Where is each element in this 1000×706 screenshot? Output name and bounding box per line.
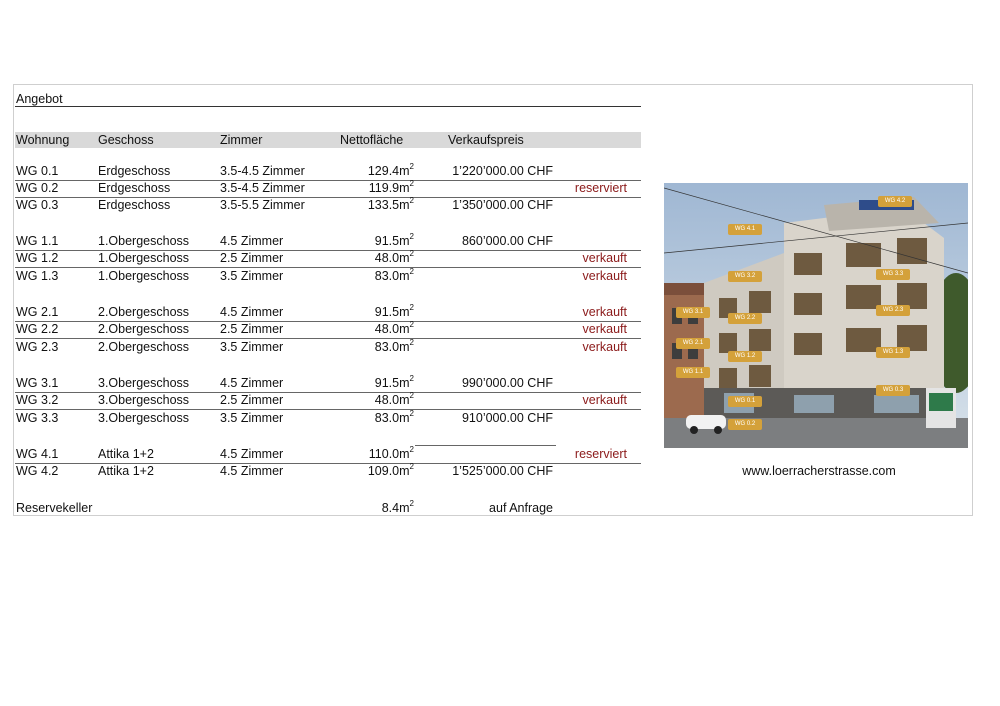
website-link[interactable]: www.loerracherstrasse.com bbox=[742, 464, 896, 478]
section-title: Angebot bbox=[16, 92, 63, 106]
net-area: $48.0m^2$ bbox=[374, 248, 414, 265]
apartment-id: WG 0.1 bbox=[16, 164, 59, 178]
rooms: 4.5 Zimmer bbox=[220, 376, 284, 390]
floor: Erdgeschoss bbox=[98, 164, 171, 178]
rooms: 3.5 Zimmer bbox=[220, 269, 284, 283]
net-area: $129.4m^2$ bbox=[367, 161, 414, 178]
apartment-tag: WG 0.3 bbox=[876, 385, 910, 396]
sale-price: 990’000.00 CHF bbox=[461, 376, 553, 390]
apartment-id: WG 0.2 bbox=[16, 181, 59, 195]
rooms: 3.5-5.5 Zimmer bbox=[220, 198, 305, 212]
table-row bbox=[15, 392, 641, 410]
net-area: $119.9m^2$ bbox=[368, 178, 414, 195]
header-wohnung: Wohnung bbox=[16, 133, 70, 147]
net-area: $91.5m^2$ bbox=[374, 373, 414, 390]
reserve-row bbox=[15, 500, 641, 517]
rooms: 4.5 Zimmer bbox=[220, 305, 284, 319]
apartment-id: WG 3.3 bbox=[16, 411, 59, 425]
sale-price: 1’525’000.00 CHF bbox=[452, 464, 553, 478]
floor: 2.Obergeschoss bbox=[98, 340, 190, 354]
apartment-tag: WG 0.2 bbox=[728, 419, 762, 430]
net-area: $83.0m^2$ bbox=[374, 408, 414, 425]
apartment-id: WG 2.3 bbox=[16, 340, 59, 354]
net-area: $83.0m^2$ bbox=[374, 337, 414, 354]
header-verkaufspreis: Verkaufspreis bbox=[448, 133, 524, 147]
sale-price: 1’350’000.00 CHF bbox=[452, 198, 553, 212]
net-area: $48.0m^2$ bbox=[374, 319, 414, 336]
apartment-id: WG 3.1 bbox=[16, 376, 59, 390]
net-area: $110.0m^2$ bbox=[368, 444, 414, 461]
net-area: $83.0m^2$ bbox=[374, 266, 414, 283]
floor: 1.Obergeschoss bbox=[98, 234, 190, 248]
table-row bbox=[15, 339, 641, 356]
status-badge: verkauft bbox=[582, 322, 627, 336]
table-row bbox=[15, 268, 641, 285]
rooms: 3.5 Zimmer bbox=[220, 340, 284, 354]
net-area: $48.0m^2$ bbox=[374, 390, 414, 407]
table-row bbox=[15, 321, 641, 339]
apartment-id: WG 1.2 bbox=[16, 251, 59, 265]
net-area: $133.5m^2$ bbox=[367, 195, 414, 212]
apartment-tag: WG 4.1 bbox=[728, 224, 762, 235]
apartment-tag: WG 3.2 bbox=[728, 271, 762, 282]
table-row bbox=[15, 233, 641, 251]
apartment-tag: WG 2.2 bbox=[728, 313, 762, 324]
sale-price: 1’220’000.00 CHF bbox=[452, 164, 553, 178]
floor: 1.Obergeschoss bbox=[98, 251, 190, 265]
table-row bbox=[15, 163, 641, 181]
apartment-id: WG 2.1 bbox=[16, 305, 59, 319]
apartment-tag: WG 2.3 bbox=[876, 305, 910, 316]
net-area: $109.0m^2$ bbox=[367, 461, 414, 478]
table-row bbox=[15, 463, 641, 480]
floor: 2.Obergeschoss bbox=[98, 322, 190, 336]
floor: Attika 1+2 bbox=[98, 464, 154, 478]
floor: 3.Obergeschoss bbox=[98, 411, 190, 425]
rooms: 2.5 Zimmer bbox=[220, 393, 284, 407]
reserve-area: $8.4m^2$ bbox=[381, 498, 414, 515]
net-area: $91.5m^2$ bbox=[374, 302, 414, 319]
apartment-id: WG 3.2 bbox=[16, 393, 59, 407]
apartment-tag: WG 1.2 bbox=[728, 351, 762, 362]
rooms: 4.5 Zimmer bbox=[220, 234, 284, 248]
apartment-tag: WG 1.1 bbox=[676, 367, 710, 378]
floor: Attika 1+2 bbox=[98, 447, 154, 461]
status-badge: reserviert bbox=[574, 447, 627, 461]
rooms: 3.5 Zimmer bbox=[220, 411, 284, 425]
apartment-id: WG 4.2 bbox=[16, 464, 59, 478]
status-badge: verkauft bbox=[582, 251, 627, 265]
apartment-id: WG 0.3 bbox=[16, 198, 59, 212]
apartment-tag: WG 1.3 bbox=[876, 347, 910, 358]
table-row bbox=[15, 180, 641, 198]
status-badge: verkauft bbox=[582, 393, 627, 407]
apartment-id: WG 2.2 bbox=[16, 322, 59, 336]
floor: 1.Obergeschoss bbox=[98, 269, 190, 283]
reserve-label: Reservekeller bbox=[16, 501, 93, 515]
rooms: 2.5 Zimmer bbox=[220, 322, 284, 336]
apartment-id: WG 1.3 bbox=[16, 269, 59, 283]
apartment-id: WG 4.1 bbox=[16, 447, 59, 461]
title-divider bbox=[15, 106, 641, 107]
apartment-tag: WG 0.1 bbox=[728, 396, 762, 407]
sale-price: 860’000.00 CHF bbox=[461, 234, 553, 248]
table-row bbox=[15, 197, 641, 214]
building-photo bbox=[664, 183, 968, 448]
rooms: 3.5-4.5 Zimmer bbox=[220, 164, 305, 178]
status-badge: verkauft bbox=[582, 340, 627, 354]
rooms: 2.5 Zimmer bbox=[220, 251, 284, 265]
sale-price: 910’000.00 CHF bbox=[461, 411, 553, 425]
rooms: 4.5 Zimmer bbox=[220, 447, 284, 461]
header-zimmer: Zimmer bbox=[220, 133, 263, 147]
table-row bbox=[15, 304, 641, 322]
status-badge: verkauft bbox=[582, 269, 627, 283]
rooms: 4.5 Zimmer bbox=[220, 464, 284, 478]
table-row bbox=[15, 250, 641, 268]
table-row bbox=[15, 410, 641, 427]
apartment-tag: WG 4.2 bbox=[878, 196, 912, 207]
price-divider bbox=[415, 445, 556, 446]
floor: 3.Obergeschoss bbox=[98, 393, 190, 407]
floor: 2.Obergeschoss bbox=[98, 305, 190, 319]
apartment-tag: WG 3.1 bbox=[676, 307, 710, 318]
net-area: $91.5m^2$ bbox=[374, 231, 414, 248]
status-badge: reserviert bbox=[574, 181, 627, 195]
header-nettoflaeche: Nettofläche bbox=[340, 133, 404, 147]
rooms: 3.5-4.5 Zimmer bbox=[220, 181, 305, 195]
floor: Erdgeschoss bbox=[98, 198, 171, 212]
apartment-tag: WG 3.3 bbox=[876, 269, 910, 280]
table-row bbox=[15, 446, 641, 464]
reserve-price: auf Anfrage bbox=[489, 501, 553, 515]
status-badge: verkauft bbox=[582, 305, 627, 319]
apartment-id: WG 1.1 bbox=[16, 234, 59, 248]
apartment-tag: WG 2.1 bbox=[676, 338, 710, 349]
floor: Erdgeschoss bbox=[98, 181, 171, 195]
floor: 3.Obergeschoss bbox=[98, 376, 190, 390]
header-geschoss: Geschoss bbox=[98, 133, 154, 147]
table-row bbox=[15, 375, 641, 393]
